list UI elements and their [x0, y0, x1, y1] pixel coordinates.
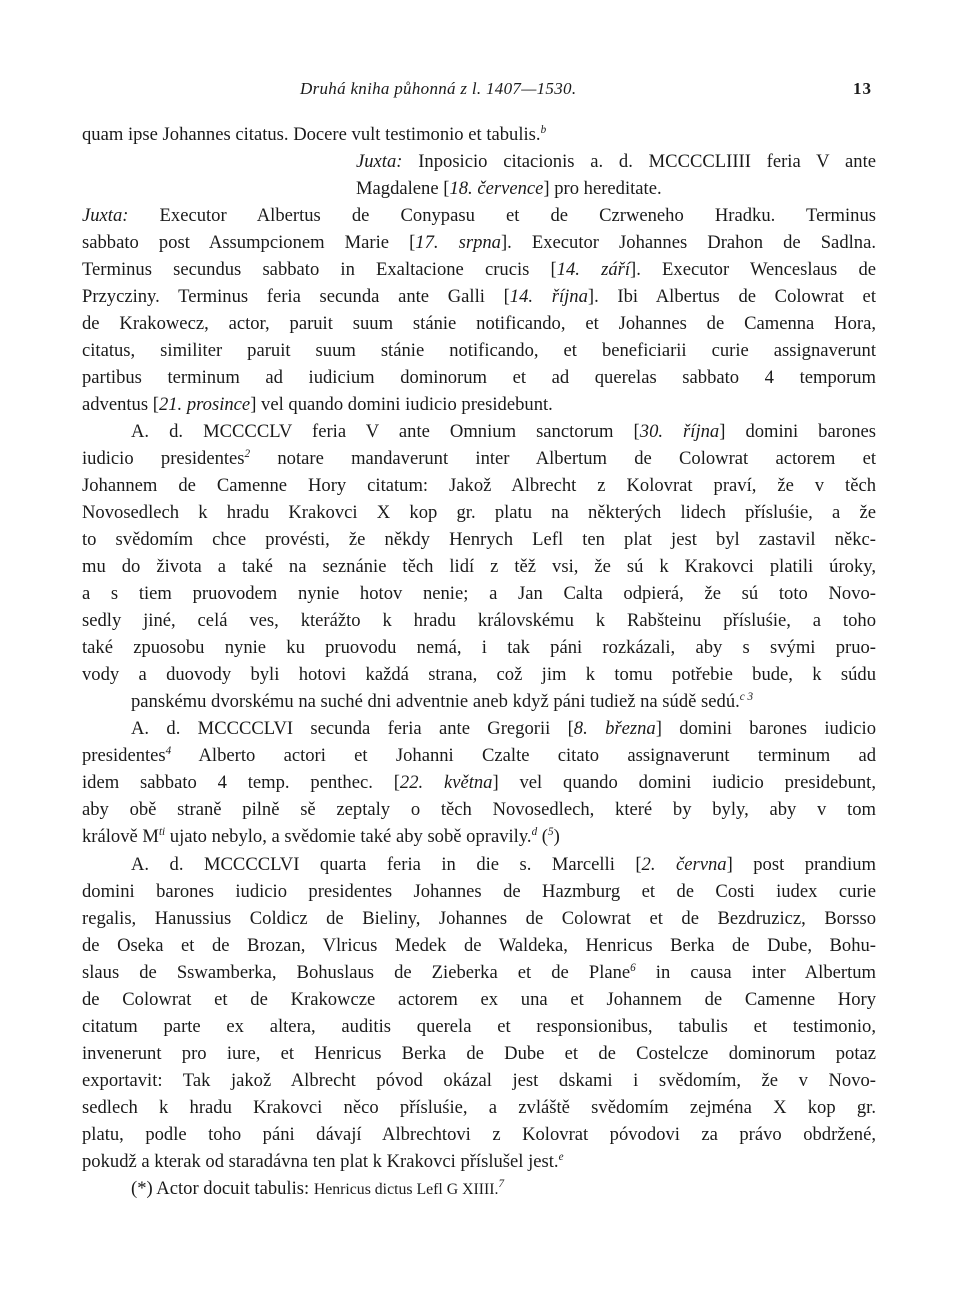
- text-segment: králově M: [82, 826, 159, 847]
- footnote-marker: ti: [158, 825, 166, 838]
- text-segment: A. d. MCCCCLVI secunda feria ante Gregorii [: [131, 718, 574, 739]
- text-segment: (: [537, 826, 548, 847]
- text-line: [82, 338, 876, 364]
- text-segment: de Oseka et de Brozan, Vlricus Medek de Waldeka, Henricus Berka de Dube, Bohu-: [82, 935, 876, 956]
- text-line: [356, 176, 876, 202]
- text-line: [82, 203, 876, 229]
- text-segment: ): [553, 826, 560, 847]
- text-segment: ] domini barones iudicio: [655, 718, 876, 739]
- text-line: [82, 230, 876, 256]
- text-segment: Henricus dictus Lefl G XIIII.: [313, 1181, 499, 1198]
- text-line: [82, 608, 876, 634]
- text-segment: invenerunt pro iure, et Henricus Berka de Dube et de Costelcze dominorum potaz: [82, 1043, 876, 1064]
- text-line: [82, 906, 876, 932]
- italic-text: 30. října: [639, 421, 720, 442]
- text-segment: vody a duovody byli hotovi každá strana, což jim k tomu potřebie bude, k súdu: [82, 664, 876, 685]
- italic-text: 17. srpna: [415, 232, 501, 253]
- text-segment: de Colowrat et de Krakowcze actorem ex una et Johannem de Camenne Hory: [82, 989, 876, 1010]
- text-segment: sabbato post Assumpcionem Marie [: [82, 232, 416, 253]
- text-line: [82, 500, 876, 526]
- footnote-marker: b: [540, 123, 547, 136]
- text-line: [82, 122, 876, 148]
- text-segment: ] pro hereditate.: [543, 178, 662, 199]
- text-segment: idem sabbato 4 temp. penthec. [: [82, 772, 400, 793]
- text-segment: Inposicio citacionis a. d. MCCCCLIIII feria V ante: [402, 151, 876, 172]
- text-segment: to svědomím chce provésti, že někdy Henrych Lefl ten plat jest byl zastavil někc-: [82, 529, 876, 550]
- text-segment: ] domini barones: [719, 421, 876, 442]
- footnote-marker: c 3: [739, 690, 754, 703]
- text-segment: sedlech k hradu Krakovci něco přísluśie, a zvláště svědomím zejména X kop gr.: [82, 1097, 876, 1118]
- italic-text: 8. března: [573, 718, 656, 739]
- text-line: [356, 149, 876, 175]
- text-line: [82, 554, 876, 580]
- text-line: [82, 797, 876, 823]
- text-segment: ]. Ibi Albertus de Colowrat et: [587, 286, 876, 307]
- text-line: [82, 933, 876, 959]
- text-segment: ujato nebylo, a svědomie také aby sobě opravily.: [165, 826, 532, 847]
- running-header-title: Druhá kniha půhonná z l. 1407—1530.: [300, 79, 577, 98]
- italic-text: Juxta:: [356, 151, 403, 172]
- italic-text: Juxta:: [82, 205, 129, 226]
- text-segment: citatum parte ex altera, auditis querela et responsionibus, tabulis et testimonio,: [82, 1016, 876, 1037]
- text-segment: (*) Actor docuit tabulis:: [131, 1178, 314, 1199]
- text-line: [82, 257, 876, 283]
- text-segment: panskému dvorskému na suché dni adventnie aneb když páni tudiež na súdě sedú.: [131, 691, 740, 712]
- text-segment: A. d. MCCCCLV feria V ante Omnium sanctorum [: [131, 421, 640, 442]
- text-segment: Executor Albertus de Conypasu et de Czrweneho Hradku. Terminus: [128, 205, 876, 226]
- text-line: [82, 824, 876, 850]
- italic-text: 2. června: [641, 854, 727, 875]
- text-line: [82, 527, 876, 553]
- footnote-marker: 2: [244, 447, 251, 460]
- text-segment: ] post prandium: [726, 854, 876, 875]
- text-line: [82, 1068, 876, 1094]
- text-segment: mu do života a také na seznánie těch lidí z těž vsi, že sú k Krakovci platili úroky,: [82, 556, 876, 577]
- text-segment: adventus [: [82, 394, 159, 415]
- text-line: [82, 879, 876, 905]
- text-line: [82, 392, 876, 418]
- text-line: [82, 635, 876, 661]
- text-segment: Johannem de Camenne Hory citatum: Jakož Albrecht z Kolovrat praví, že v těch: [82, 475, 876, 496]
- text-segment: exportavit: Tak jakož Albrecht póvod okázal jest dskami i svědomím, že v Novo-: [82, 1070, 876, 1091]
- text-segment: ] vel quando domini iudicio presidebunt.: [250, 394, 553, 415]
- footnote-marker: 6: [630, 961, 636, 974]
- text-segment: sedly jiné, celá ves, kterážto k hradu královskému k Rabšteinu přísluśie, a toho: [82, 610, 876, 631]
- italic-text: 21. prosince: [158, 394, 251, 415]
- text-segment: a s tiem pruovodem nynie hotov nenie; a Jan Calta odpierá, že sú toto Novo-: [82, 583, 876, 604]
- text-segment: také zpuosobu nynie ku pruovodu nemá, i tak páni rozkázali, aby s svými pruo-: [82, 637, 876, 658]
- text-line: [131, 1176, 876, 1202]
- text-line: [82, 446, 876, 472]
- text-segment: A. d. MCCCCLVI quarta feria in die s. Marcelli [: [131, 854, 642, 875]
- text-line: [131, 716, 876, 742]
- footnote-marker: d: [531, 825, 538, 838]
- text-segment: Terminus secundus sabbato in Exaltacione crucis [: [82, 259, 557, 280]
- text-line: [82, 473, 876, 499]
- text-line: [131, 689, 876, 715]
- footnote-marker: e: [558, 1150, 564, 1163]
- text-line: [82, 1149, 876, 1175]
- text-segment: platu, podle toho páni dávají Albrechtovi z Kolovrat póvodovi za právo obdržené,: [82, 1124, 876, 1145]
- text-segment: citatus, similiter paruit suum stánie notificando, et beneficiarii curie assignaverunt: [82, 340, 876, 361]
- text-line: [82, 987, 876, 1013]
- text-segment: ] vel quando domini iudicio presidebunt,: [492, 772, 876, 793]
- text-line: [82, 1014, 876, 1040]
- italic-text: 14. října: [509, 286, 588, 307]
- italic-text: 22. května: [399, 772, 493, 793]
- text-segment: ]. Executor Wenceslaus de: [630, 259, 876, 280]
- text-segment: Przycziny. Terminus feria secunda ante Galli [: [82, 286, 510, 307]
- text-line: [82, 284, 876, 310]
- text-line: [82, 662, 876, 688]
- text-segment: Alberto actori et Johanni Czalte citato assignaverunt terminum ad: [171, 745, 876, 766]
- text-segment: partibus terminum ad iudicium dominorum et ad querelas sabbato 4 temporum: [82, 367, 876, 388]
- text-line: [82, 960, 876, 986]
- text-segment: regalis, Hanussius Coldicz de Bieliny, Johannes de Colowrat et de Bezdruzicz, Borsso: [82, 908, 876, 929]
- text-segment: pokudž a kterak od staradávna ten plat k Krakovci příslušel jest.: [82, 1151, 559, 1172]
- text-line: [82, 1122, 876, 1148]
- text-segment: de Krakowecz, actor, paruit suum stánie notificando, et Johannes de Camenna Hora,: [82, 313, 876, 334]
- text-segment: in causa inter Albertum: [635, 962, 876, 983]
- footnote-marker: 5: [548, 825, 554, 838]
- italic-text: 14. září: [556, 259, 631, 280]
- text-line: [131, 852, 876, 878]
- italic-text: 18. července: [449, 178, 544, 199]
- text-line: [82, 311, 876, 337]
- footnote-marker: 4: [165, 744, 172, 757]
- text-segment: slaus de Sswamberka, Bohuslaus de Zieberka et de Plane: [82, 962, 631, 983]
- text-line: [82, 743, 876, 769]
- page-number: 13: [853, 79, 872, 98]
- footnote-marker: 7: [498, 1177, 505, 1190]
- text-segment: iudicio presidentes: [82, 448, 245, 469]
- text-line: [82, 770, 876, 796]
- text-line: [131, 419, 876, 445]
- text-line: [82, 581, 876, 607]
- text-segment: Novosedlech k hradu Krakovci X kop gr. platu na některých lidech přísluśie, a že: [82, 502, 876, 523]
- text-line: [82, 1095, 876, 1121]
- text-segment: domini barones iudicio presidentes Johannes de Hazmburg et de Costi iudex curie: [82, 881, 876, 902]
- text-segment: quam ipse Johannes citatus. Docere vult testimonio et tabulis.: [82, 124, 541, 145]
- text-segment: aby obě straně pilně sě zeptaly o těch Novosedlech, které by byly, aby v tom: [82, 799, 876, 820]
- text-segment: notare mandaverunt inter Albertum de Colowrat actorem et: [250, 448, 876, 469]
- text-segment: ]. Executor Johannes Drahon de Sadlna.: [500, 232, 876, 253]
- text-line: [82, 1041, 876, 1067]
- text-line: [82, 365, 876, 391]
- text-segment: Magdalene [: [356, 178, 450, 199]
- text-segment: presidentes: [82, 745, 166, 766]
